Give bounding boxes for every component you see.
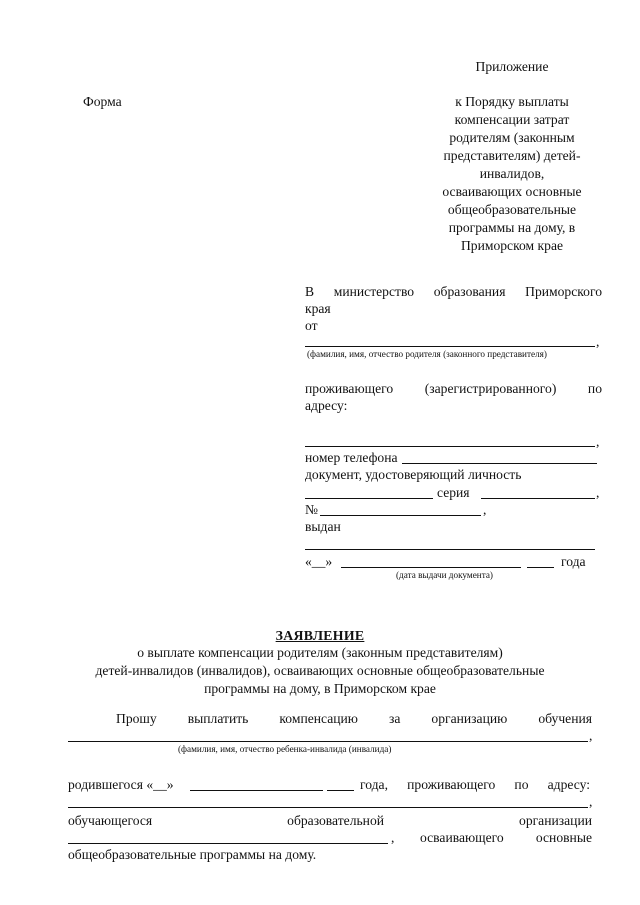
request-line: Прошу выплатить компенсацию за организацию обучения <box>116 711 592 726</box>
mastering-label: осваивающего основные <box>420 830 592 845</box>
parent-name-caption: (фамилия, имя, отчество родителя (законного представителя) <box>307 349 547 359</box>
birth-year-field[interactable] <box>327 790 354 791</box>
appendix-line: Приморском крае <box>460 238 564 253</box>
appendix-line: инвалидов, <box>479 166 545 181</box>
number-sign: № <box>305 502 318 517</box>
addressee-ministry-line-end: края <box>305 301 331 316</box>
residing-label: проживающего (зарегистрированного) по <box>305 381 602 396</box>
child-name-caption: (фамилия, имя, отчество ребенка-инвалида (инвалида) <box>178 744 392 754</box>
issued-label: выдан <box>305 519 341 534</box>
phone-field[interactable] <box>402 463 597 464</box>
comma: , <box>589 794 593 809</box>
series-label: серия <box>437 485 470 500</box>
subtitle-line: программы на дому, в Приморском крае <box>204 681 436 696</box>
born-suffix: года, проживающего по адресу: <box>360 777 590 792</box>
appendix-line: компенсации затрат <box>454 112 570 127</box>
appendix-line: представителям) детей- <box>443 148 581 163</box>
statement-title: ЗАЯВЛЕНИЕ <box>275 628 365 643</box>
appendix-line: к Порядку выплаты <box>455 94 569 109</box>
id-document-field[interactable] <box>305 498 433 499</box>
appendix-line: осваивающих основные <box>442 184 582 199</box>
born-prefix: родившегося «__» <box>68 777 174 792</box>
appendix-title: Приложение <box>475 59 549 74</box>
addressee-ministry-line: В министерство образования Приморского <box>305 284 602 299</box>
subtitle-line: детей-инвалидов (инвалидов), осваивающих основные общеобразовательные <box>95 663 545 678</box>
issue-day-quote: «__» <box>305 554 333 569</box>
subtitle-line: о выплате компенсации родителям (законным представителям) <box>137 645 503 660</box>
appendix-line: родителям (законным <box>449 130 575 145</box>
issue-date-caption: (дата выдачи документа) <box>396 570 493 580</box>
phone-label: номер телефона <box>305 450 398 465</box>
address-label: адресу: <box>305 398 348 413</box>
comma: , <box>596 434 600 449</box>
series-field[interactable] <box>481 498 595 499</box>
birth-date-field[interactable] <box>190 790 323 791</box>
child-address-field[interactable] <box>68 807 588 808</box>
form-label: Форма <box>83 94 122 109</box>
appendix-line: программы на дому, в <box>448 220 576 235</box>
issue-year-field[interactable] <box>527 567 554 568</box>
id-document-label: документ, удостоверяющий личность <box>305 467 522 482</box>
comma: , <box>596 334 600 349</box>
parent-name-field[interactable] <box>305 346 595 347</box>
comma: , <box>589 728 593 743</box>
document-number-field[interactable] <box>320 515 481 516</box>
issue-date-field[interactable] <box>341 567 521 568</box>
organization-field[interactable] <box>68 843 388 844</box>
final-line: общеобразовательные программы на дому. <box>68 847 317 862</box>
appendix-line: общеобразовательные <box>447 202 577 217</box>
child-name-field[interactable] <box>68 741 588 742</box>
comma: , <box>391 830 395 845</box>
comma: , <box>596 485 600 500</box>
issued-by-field[interactable] <box>305 549 595 550</box>
address-field[interactable] <box>305 446 595 447</box>
comma: , <box>483 502 487 517</box>
year-label: года <box>561 554 586 569</box>
statement-subtitle <box>0 644 640 698</box>
studying-line: обучающегося образовательной организации <box>68 813 592 828</box>
appendix-description <box>412 93 612 255</box>
from-label: от <box>305 318 318 333</box>
